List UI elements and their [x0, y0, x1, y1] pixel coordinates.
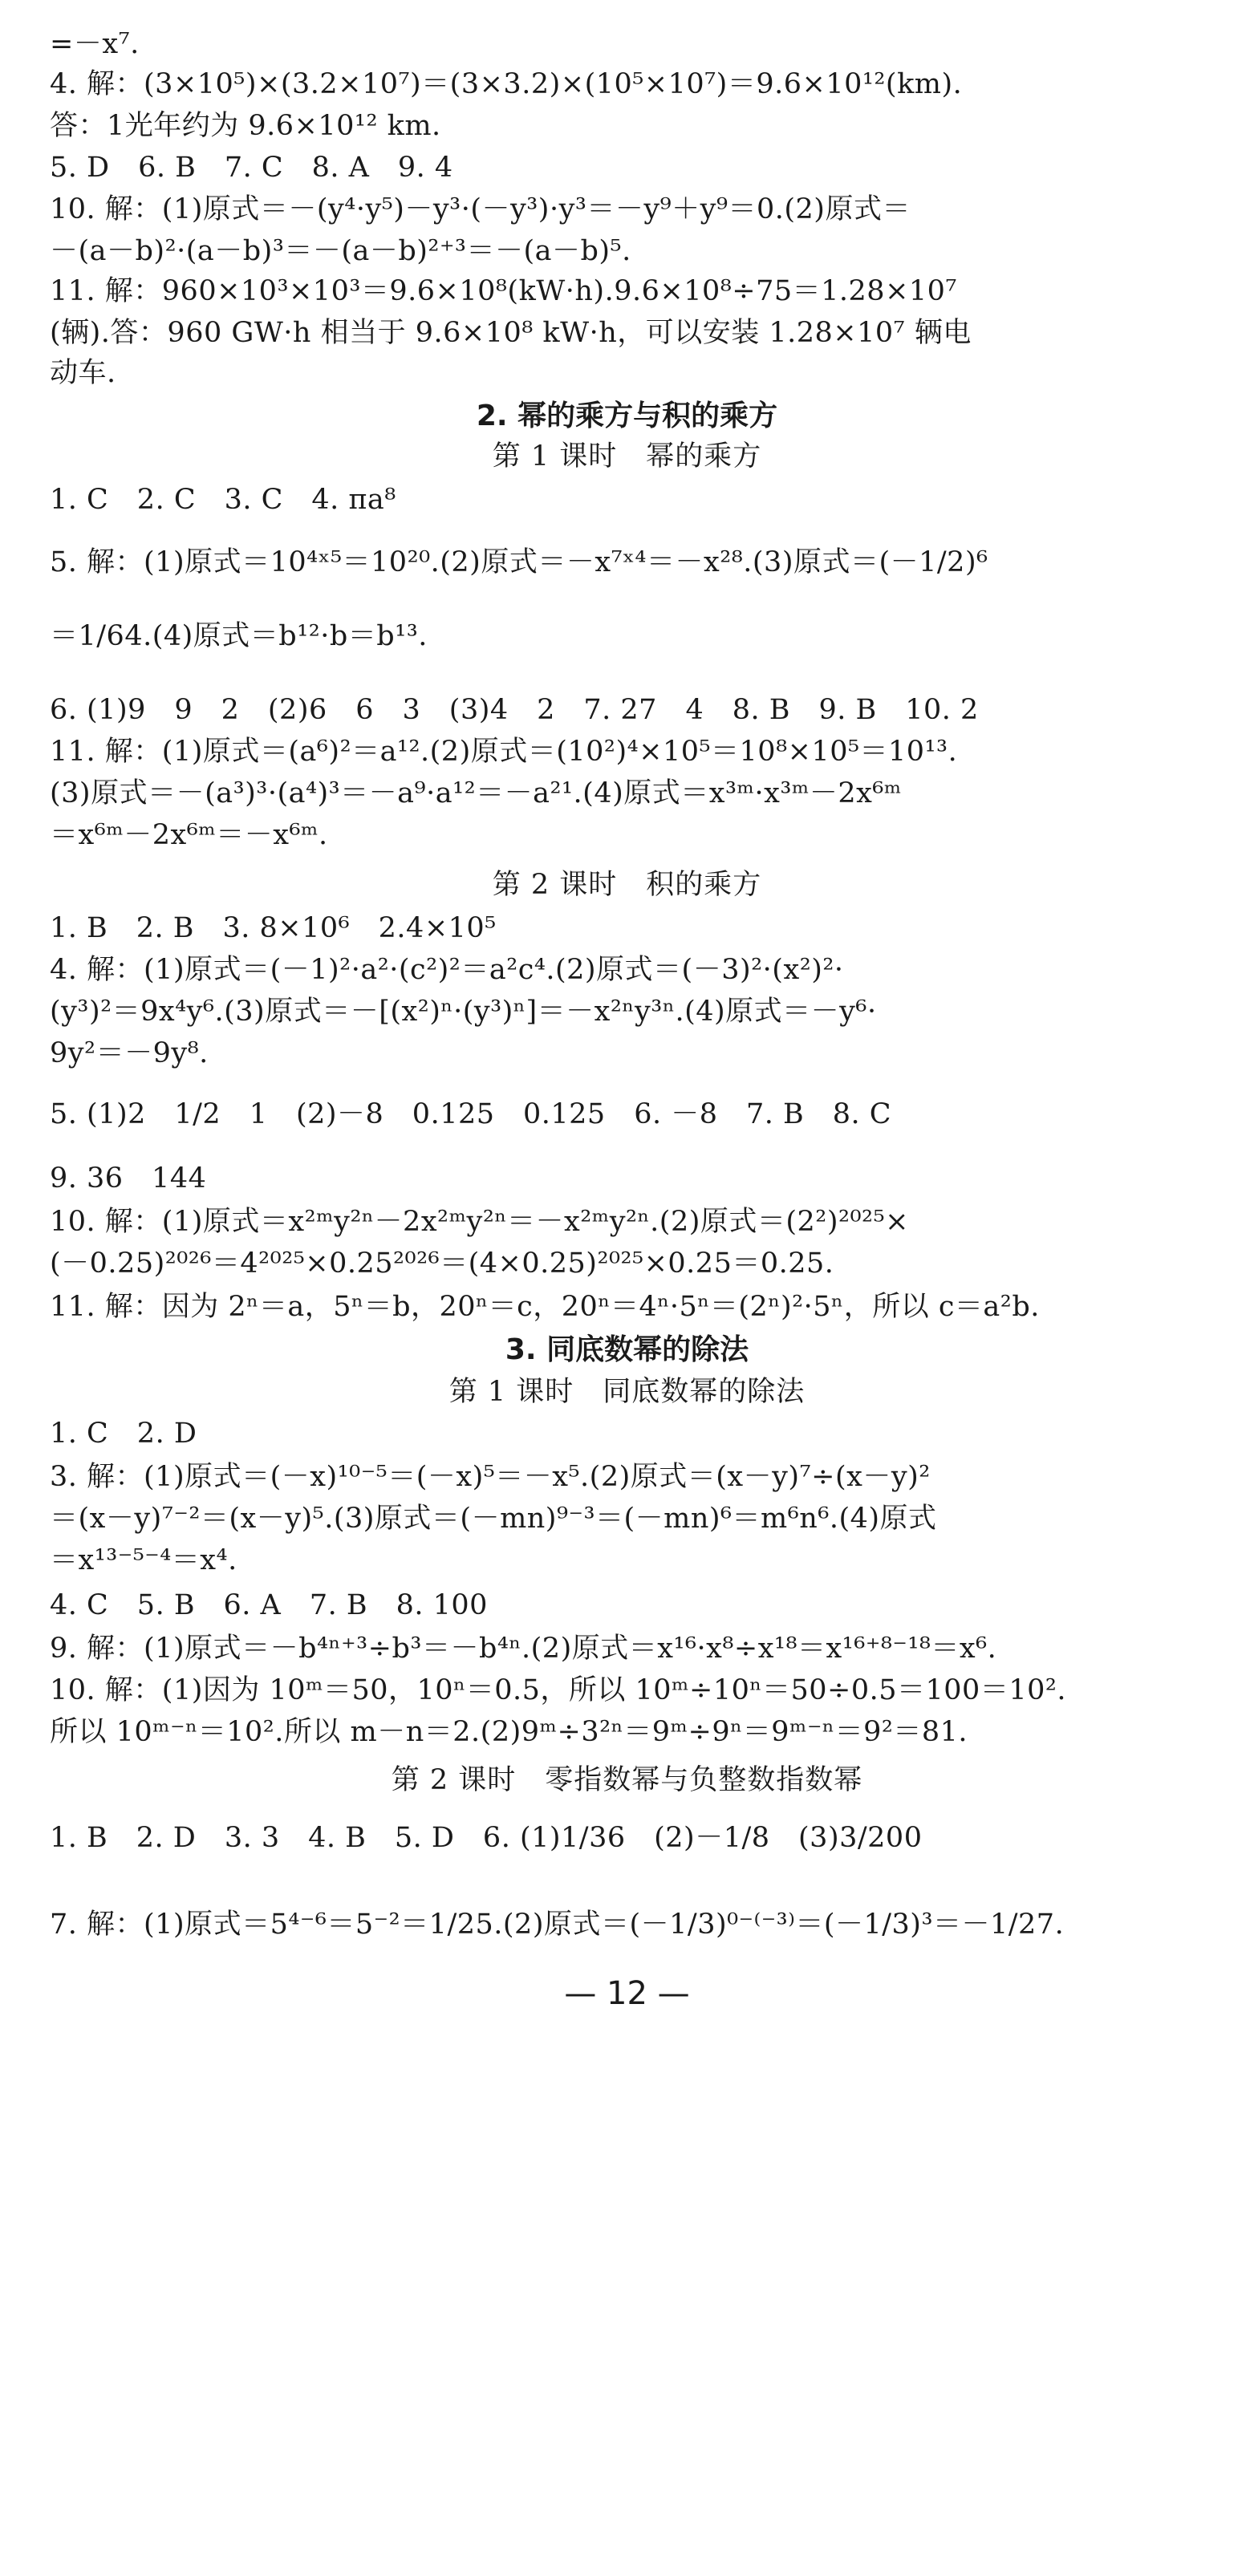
answer-line: 5. 解：(1)原式＝10⁴ˣ⁵＝10²⁰.(2)原式＝－x⁷ˣ⁴＝－x²⁸.(3)原式＝(－1/2)⁶: [50, 546, 988, 578]
answer-line: 11. 解：960×10³×10³＝9.6×10⁸(kW·h).9.6×10⁸÷75＝1.28×10⁷: [50, 275, 957, 307]
answer-line: 11. 解：(1)原式＝(a⁶)²＝a¹².(2)原式＝(10²)⁴×10⁵＝10⁸×10⁵＝10¹³.: [50, 736, 958, 768]
answer-line: 11. 解：因为 2ⁿ＝a，5ⁿ＝b，20ⁿ＝c，20ⁿ＝4ⁿ·5ⁿ＝(2ⁿ)²·5ⁿ，所以 c＝a²b.: [50, 1291, 1040, 1323]
section-heading: 2. 幂的乘方与积的乘方: [476, 400, 778, 432]
answer-line: (y³)²＝9x⁴y⁶.(3)原式＝－[(x²)ⁿ·(y³)ⁿ]＝－x²ⁿy³ⁿ.(4)原式＝－y⁶·: [50, 996, 877, 1028]
answer-line: 4. 解：(3×10⁵)×(3.2×10⁷)＝(3×3.2)×(10⁵×10⁷)＝9.6×10¹²(km).: [50, 68, 963, 100]
lesson-subheading: 第 2 课时 零指数幂与负整数指数幂: [391, 1764, 863, 1796]
page-number: — 12 —: [564, 1975, 690, 2012]
answer-line: 1. B 2. D 3. 3 4. B 5. D 6. (1)1/36 (2)－1/8 (3)3/200: [50, 1822, 923, 1854]
answer-line: 6. (1)9 9 2 (2)6 6 3 (3)4 2 7. 27 4 8. B 9. B 10. 2: [50, 694, 979, 726]
answer-line: 1. B 2. B 3. 8×10⁶ 2.4×10⁵: [50, 912, 497, 944]
answer-line: 10. 解：(1)原式＝－(y⁴·y⁵)－y³·(－y³)·y³＝－y⁹＋y⁹＝0.(2)原式＝: [50, 193, 911, 225]
answer-line: 10. 解：(1)因为 10ᵐ＝50，10ⁿ＝0.5，所以 10ᵐ÷10ⁿ＝50÷0.5＝100＝10².: [50, 1674, 1067, 1706]
lesson-subheading: 第 2 课时 积的乘方: [492, 869, 762, 901]
answer-line: ＝x⁶ᵐ－2x⁶ᵐ＝－x⁶ᵐ.: [50, 819, 328, 851]
answer-line: =－x⁷.: [50, 28, 140, 60]
answer-line: (辆).答：960 GW·h 相当于 9.6×10⁸ kW·h，可以安装 1.28×10⁷ 辆电: [50, 317, 972, 349]
section-heading: 3. 同底数幂的除法: [505, 1333, 749, 1366]
answer-line: 4. C 5. B 6. A 7. B 8. 100: [50, 1589, 488, 1621]
lesson-subheading: 第 1 课时 幂的乘方: [492, 440, 762, 473]
answer-line: 9. 解：(1)原式＝－b⁴ⁿ⁺³÷b³＝－b⁴ⁿ.(2)原式＝x¹⁶·x⁸÷x¹⁸＝x¹⁶⁺⁸⁻¹⁸＝x⁶.: [50, 1633, 997, 1665]
answer-line: ＝1/64.(4)原式＝b¹²·b＝b¹³.: [50, 620, 428, 652]
answer-line: 5. (1)2 1/2 1 (2)－8 0.125 0.125 6. －8 7. B 8. C: [50, 1098, 892, 1130]
answer-line: ＝(x－y)⁷⁻²＝(x－y)⁵.(3)原式＝(－mn)⁹⁻³＝(－mn)⁶＝m⁶n⁶.(4)原式: [50, 1503, 937, 1535]
answer-line: 1. C 2. D: [50, 1418, 197, 1450]
answer-line: 动车.: [50, 357, 116, 389]
answer-line: (3)原式＝－(a³)³·(a⁴)³＝－a⁹·a¹²＝－a²¹.(4)原式＝x³ᵐ·x³ᵐ－2x⁶ᵐ: [50, 777, 902, 809]
answer-line: －(a－b)²·(a－b)³＝－(a－b)²⁺³＝－(a－b)⁵.: [50, 235, 631, 267]
answer-line: 所以 10ᵐ⁻ⁿ＝10².所以 m－n＝2.(2)9ᵐ÷3²ⁿ＝9ᵐ÷9ⁿ＝9ᵐ⁻ⁿ＝9²＝81.: [50, 1716, 968, 1748]
answer-line: 7. 解：(1)原式＝5⁴⁻⁶＝5⁻²＝1/25.(2)原式＝(－1/3)⁰⁻⁽⁻³⁾＝(－1/3)³＝－1/27.: [50, 1909, 1065, 1941]
answer-line: 3. 解：(1)原式＝(－x)¹⁰⁻⁵＝(－x)⁵＝－x⁵.(2)原式＝(x－y)⁷÷(x－y)²: [50, 1461, 931, 1493]
answer-line: 1. C 2. C 3. C 4. πa⁸: [50, 484, 396, 516]
answer-line: ＝x¹³⁻⁵⁻⁴＝x⁴.: [50, 1544, 237, 1576]
answer-line: (－0.25)²⁰²⁶＝4²⁰²⁵×0.25²⁰²⁶＝(4×0.25)²⁰²⁵×0.25＝0.25.: [50, 1247, 834, 1280]
lesson-subheading: 第 1 课时 同底数幂的除法: [448, 1376, 806, 1408]
answer-line: 答：1光年约为 9.6×10¹² km.: [50, 110, 441, 142]
answer-line: 5. D 6. B 7. C 8. A 9. 4: [50, 152, 453, 184]
answer-line: 9. 36 144: [50, 1162, 207, 1195]
answer-line: 9y²＝－9y⁸.: [50, 1037, 209, 1069]
answer-line: 4. 解：(1)原式＝(－1)²·a²·(c²)²＝a²c⁴.(2)原式＝(－3)²·(x²)²·: [50, 954, 844, 986]
answer-line: 10. 解：(1)原式＝x²ᵐy²ⁿ－2x²ᵐy²ⁿ＝－x²ᵐy²ⁿ.(2)原式＝(2²)²⁰²⁵×: [50, 1206, 909, 1238]
